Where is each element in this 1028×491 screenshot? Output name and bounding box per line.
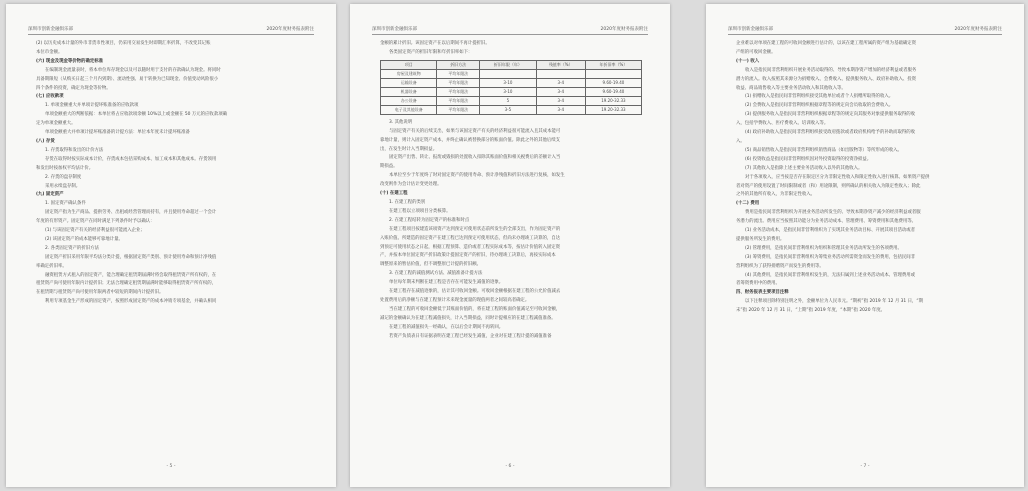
table-row	[381, 87, 642, 96]
text-line: 采用永续盘存制。	[45, 183, 81, 189]
table-row	[381, 78, 642, 87]
text-line: 1. 在建工程的类别	[389, 199, 426, 205]
header-company: 深圳市创新金融俱乐部	[372, 27, 417, 32]
text-line: (4) 其他费用，是指民间非营利组织发生的，无法归属到上述业务活动成本、管理费用或	[745, 272, 916, 278]
table-cell: 9.60-19.40	[585, 87, 641, 96]
text-line: (1) 业务活动成本，是指民间非营利组织为了实现其业务活动目标、开展其项目活动或者	[745, 228, 916, 234]
table-header-cell: 折旧方法	[437, 60, 480, 69]
table-cell: 平均年限法	[437, 69, 480, 78]
text-line: 入。	[736, 138, 745, 144]
page-number: - 6 -	[505, 464, 515, 469]
section-heading: (十二) 费用	[736, 201, 760, 207]
table-cell: 19.20-32.33	[585, 96, 641, 105]
text-line: 入账价值。所建造的固定资产在建工程已达到预定可使用状态，但尚未办理竣工决算的，自达	[380, 235, 561, 241]
text-line: 在租赁期与租赁资产尚可使用年限两者中较短的期间内计提折旧。	[36, 290, 164, 296]
body-top-text	[380, 40, 642, 58]
text-line: 在建工程的减值损失一经确认，在以后会计期间不再转回。	[389, 324, 504, 330]
text-line: 与固定资产有关的后续支出，如果与该固定资产有关的经济利益很可能流入且其成本能可	[389, 128, 561, 134]
table-cell: 机器设备	[381, 87, 437, 96]
text-line: 本位币金额。	[36, 49, 63, 55]
text-line: 潜力的流入。收入按照其来源分为捐赠收入、会费收入、提供服务收入、政府补助收入、投资	[736, 76, 917, 82]
page-header	[728, 26, 1002, 35]
text-line: 固定资产指为生产商品、提供劳务、出租或经营管理而持有，并且使用寿命超过一个会计	[45, 210, 217, 216]
text-line: 靠地计量，则计入固定资产成本，并终止确认被替换部分的账面价值。除此之外的其他后续支	[380, 137, 561, 143]
text-line: 融资租赁方式租入的固定资产，能合理确定租赁期届满时将会取得租赁资产所有权的，在	[45, 272, 217, 278]
text-line: 在建工程以立项项目分类核算。	[389, 208, 451, 214]
table-header-cell: 年折旧率（%）	[585, 60, 641, 69]
table-cell: 平均年限法	[437, 78, 480, 87]
text-line: 单项金额重大并单项计提坏账准备的计提方法：单位本年度未计提坏账准备	[45, 130, 190, 136]
text-line: (2) 会费收入是指民间非营利组织根据章程等的规定向会员收取的会费收入。	[745, 103, 894, 109]
text-line: 若资产负债表日有证据表明在建工程已经发生减值，企业对在建工程计提的减值准备	[389, 333, 552, 339]
table-cell: 9.60-19.40	[585, 78, 641, 87]
table-cell: 3-10	[480, 87, 536, 96]
text-line: 3. 在建工程的减值测试方法、减值准备计提方法	[389, 271, 483, 277]
text-line: (3) 提供服务收入是指民间非营利组织根据章程等的规定向其服务对象提供服务取得的收	[745, 112, 916, 118]
text-line: 在建工程存在减值迹象的，估计其可收回金额。可收回金额根据在建工程的公允价值减去	[389, 289, 561, 295]
page-body	[736, 40, 996, 316]
text-line: 出，在发生时计入当期损益。	[380, 146, 438, 152]
text-line: (4) 政府补助收入是指民间非营利组织接受政府拨款或者政府机构给予的补助而取得的收	[745, 130, 916, 136]
text-line: (2) 该固定资产的成本能够可靠地计量。	[45, 236, 123, 242]
page-header	[372, 26, 648, 35]
text-line: 费用是指民间非营利组织为开展业务活动所发生的、导致本期净资产减少的经济利益或者服	[745, 210, 921, 216]
table-cell: 3-4	[536, 78, 585, 87]
text-line: 利用专项基金生产形成的固定资产，按照形成固定资产的成本冲销专项基金，并确认相同	[45, 299, 217, 305]
text-line: 对于各项收入，应当按是否存在限定区分为非限定性收入和限定性收入进行核算。如果资产提供	[745, 174, 930, 180]
text-line: 率确定折旧率。	[36, 263, 67, 269]
text-line: 务潜力的流出。费用应当按照其功能分为业务活动成本、管理费用、筹资费用和其他费用等。	[736, 219, 917, 225]
text-line: 四个条件的投资，确定为现金等价物。	[36, 85, 111, 91]
text-line: 存货在取得时按实际成本计价，存货成本包括采购成本、加工成本和其他成本。存货领用	[45, 156, 217, 162]
document-page-7	[706, 4, 1024, 487]
text-line: 产组的可收回金额。	[736, 49, 776, 55]
text-line: 单位每年期末判断在建工程是否存在可能发生减值的迹象。	[389, 280, 504, 286]
table-header-cell: 项目	[381, 60, 437, 69]
table-cell: 3-4	[536, 105, 585, 114]
text-line: 租赁资产尚可使用年限内计提折旧；无法合理确定租赁期届满时能够取得租赁资产所有权的，	[36, 281, 217, 287]
table-cell: 19.20-32.33	[585, 105, 641, 114]
body-bottom-text	[380, 119, 642, 342]
text-line: 2. 存货的盘存制度	[45, 174, 82, 180]
section-heading: (九) 固定资产	[36, 192, 64, 198]
table-cell: 平均年限法	[437, 96, 480, 105]
section-heading: (八) 存货	[36, 138, 55, 144]
text-line: 末”指 2020 年 12 月 31 日，“上期”指 2019 年度，“本期”指 2020 年度。	[736, 308, 886, 314]
text-line: 金额的累计折旧。该固定资产在以后期间不再计提折旧。	[380, 41, 490, 46]
page-number: - 7 -	[860, 464, 870, 469]
text-line: 营利组织为了获得捐赠资产而发生的费用等。	[736, 263, 824, 269]
table-cell: 3-5	[480, 105, 536, 114]
text-line: 企业难以对单项在建工程的可收回金额进行估计的，以该在建工程所属的资产组为基础确定资	[736, 41, 917, 46]
text-line: 2. 在建工程结转为固定资产的标准和时点	[389, 217, 470, 223]
table-cell	[536, 69, 585, 78]
text-line: 者筹资费用中的费用。	[736, 281, 780, 287]
section-heading: 四、财务报表主要项目注释	[736, 290, 789, 296]
text-line: 固定资产出售、转让、报废或毁损的处置收入扣除其账面价值和相关税费后的差额计入当	[389, 155, 561, 161]
header-report-title: 2020年度财务报表附注	[600, 27, 648, 32]
page-number: - 5 -	[166, 464, 176, 469]
text-line: 各类固定资产的折旧年限和年折旧率如下：	[389, 49, 473, 55]
document-page-5	[6, 4, 336, 487]
table-row	[381, 105, 642, 114]
header-report-title: 2020年度财务报表附注	[266, 27, 314, 32]
text-line: (5) 商品销售收入是指民间非营利组织销售商品（如出版物等）等所形成的收入。	[745, 147, 902, 153]
text-line: 处置费用后的净额与在建工程预计未来现金流量的现值两者之间较高者确定。	[380, 297, 530, 303]
text-line: (1) 捐赠收入是指民间非营利组织接受其他单位或者个人捐赠所取得的收入。	[745, 94, 894, 100]
text-line: 在编制现金流量表时，将本单位库存现金以及可以随时用于支付的存款确认为现金。将同时	[45, 67, 221, 73]
table-body	[381, 69, 642, 114]
table-header-cell: 残值率（%）	[536, 60, 585, 69]
table-cell: 电子及其他设备	[381, 105, 437, 114]
text-line: 期损益。	[380, 164, 398, 170]
text-line: 者对资产的使用设置了时间限制或者（和）用途限制，则所确认的相关收入为限定性收入；除此	[736, 183, 921, 189]
table-row	[381, 69, 642, 78]
section-heading: (六) 现金及现金等价物的确定标准	[36, 58, 104, 64]
text-line: 1. 固定资产确认条件	[45, 201, 86, 207]
table-cell: 3-4	[536, 87, 585, 96]
section-heading: (十一) 收入	[736, 58, 760, 64]
table-header-row	[381, 60, 642, 69]
table-cell: 办公设备	[381, 96, 437, 105]
text-line: 提供服务所发生的费用。	[736, 236, 785, 242]
text-line: 之外的其他所有收入，为非限定性收入。	[736, 192, 816, 198]
table-row	[381, 96, 642, 105]
table-cell: 平均年限法	[437, 87, 480, 96]
text-line: 1. 单项金额重大并单项计提坏账准备的应收款项	[45, 103, 139, 109]
table-cell: 房屋及建筑物	[381, 69, 437, 78]
text-line: 改变则作为会计估计变更处理。	[380, 182, 442, 188]
page-header	[28, 26, 314, 35]
text-line: (2) 以历史成本计量的外币非货币性项目，仍采用交易发生时即期汇率折算，不改变其记账	[36, 41, 211, 46]
page-body	[380, 40, 642, 341]
header-report-title: 2020年度财务报表附注	[954, 27, 1002, 32]
text-line: 和发出时按加权平均法计价。	[36, 165, 94, 171]
table-cell	[480, 69, 536, 78]
text-line: 2. 各类固定资产的折旧方法	[45, 245, 99, 251]
table-header-cell: 折旧年限（年）	[480, 60, 536, 69]
table-cell: 5	[480, 96, 536, 105]
page-body	[36, 40, 308, 307]
depreciation-table	[380, 60, 642, 115]
table-cell: 3-4	[536, 96, 585, 105]
table-cell: 平均年限法	[437, 105, 480, 114]
text-line: 以下注释项目除特别注明之外，金额单位为人民币元。“期初”指 2019 年 12 月 31 日，“期	[745, 299, 924, 305]
text-line: (1) 与该固定资产有关的经济利益很可能流入企业；	[45, 228, 145, 234]
text-line: 收益、商品销售收入等主要业务活动收入和其他收入等。	[736, 85, 846, 91]
text-line: 到预定可使用状态之日起，根据工程预算、造价或者工程实际成本等，按估计价值转入固定资	[380, 244, 561, 250]
section-heading: (十) 在建工程	[380, 191, 408, 197]
text-line: (6) 投资收益是指民间非营利组织因对外投资取得的投资净损益。	[745, 156, 872, 162]
text-line: 当在建工程的可收回金额低于其账面价值的，将在建工程的账面价值减记至可收回金额，	[389, 306, 561, 312]
header-company: 深圳市创新金融俱乐部	[728, 27, 773, 32]
text-line: 本单位至少于年度终了时对固定资产的使用寿命、预计净残值和折旧方法进行复核，如发生	[389, 173, 565, 179]
table-cell	[585, 69, 641, 78]
text-line: 在建工程项目按建造该项资产达到预定可使用状态前所发生的全部支出，作为固定资产的	[389, 226, 561, 232]
text-line: 年度的有形资产。固定资产在同时满足下列条件时予以确认：	[36, 219, 155, 225]
text-line: (2) 管理费用，是指民间非营利组织为组织和管理其业务活动所发生的各项费用。	[745, 245, 902, 251]
text-line: 定为单项金额重大。	[36, 121, 76, 127]
table-cell: 3-10	[480, 78, 536, 87]
table-cell: 运输设备	[381, 78, 437, 87]
text-line: 固定资产折旧采用年限平均法分类计提，根据固定资产类别、预计使用寿命和预计净残值	[45, 254, 217, 260]
text-line: 产，并按本单位固定资产折旧政策计提固定资产的折旧，待办理竣工决算后，再按实际成本	[380, 253, 556, 259]
text-line: 收入是指民间非营利组织开展业务活动取得的、导致本期净资产增加的经济利益或者服务	[745, 67, 917, 73]
text-line: 入，包括学费收入、医疗费收入、培训收入等。	[736, 121, 829, 127]
text-line: (7) 其他收入是指除上述主要业务活动收入以外的其他收入。	[745, 165, 863, 171]
text-line: 调整原来的暂估价值，但不调整原已计提的折旧额。	[380, 262, 481, 268]
text-line: 3. 其他说明	[389, 119, 413, 125]
document-page-6	[350, 4, 670, 487]
text-line: (3) 筹资费用，是指民间非营利组织为筹集业务活动所需资金而发生的费用，包括民间非	[745, 254, 916, 260]
header-company: 深圳市创新金融俱乐部	[28, 27, 73, 32]
section-heading: (七) 应收款项	[36, 94, 64, 100]
text-line: 单项金额重大的判断依据：本单位将占应收款项余额 10%以上或金额在 50 万元的应收款项确	[45, 112, 227, 118]
text-line: 具备期限短（从购买日起三个月内到期）、流动性强、易于转换为已知现金、价值变动风险很小	[36, 76, 219, 82]
text-line: 1. 存货取得和发出的计价方法	[45, 147, 104, 153]
text-line: 减记的金额确认为在建工程减值损失，计入当期损益，同时计提相应的在建工程减值准备。	[380, 315, 556, 321]
